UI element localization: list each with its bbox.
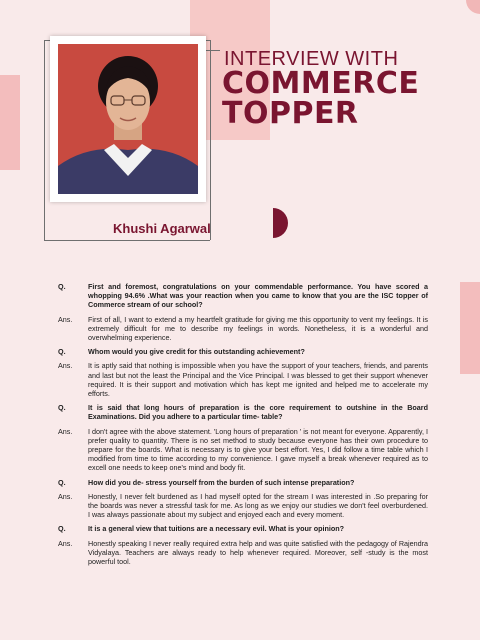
question-text: Whom would you give credit for this outstanding achievement? (88, 347, 305, 357)
answer-text: Honestly, I never felt burdened as I had myself opted for the stream I was interested in .So preparing for the boards was never a stressful task for me. As long as we enjoy our studies we don't feel overburdened. I was always passionate about my subject and enjoyed each and every moment. (88, 491, 428, 520)
answer-row (58, 315, 428, 343)
student-photo (58, 44, 198, 194)
question-row (58, 282, 428, 310)
question-row (58, 347, 428, 356)
student-name: Khushi Agarwal (113, 221, 211, 236)
question-text: It is a general view that tuitions are a necessary evil. What is your opinion? (88, 524, 345, 534)
answer-label: Ans. (58, 491, 73, 501)
answer-text: I don't agree with the above statement. 'Long hours of preparation ' is not meant for everyone. Apparently, I prefer quality to quantity. There is no set method to study because everyone has their own procedure to prepare for the boards. What is necessary is to give your best effort. Yes, I did follow a time table which I modified from time to time according to my convenience. I gave myself a break whenever required as to excell one needs to keep one's mind and body fit. (88, 426, 428, 473)
question-text: It is said that long hours of preparation is the core requirement to outshine in the Board Examinations. Did you adhere to a particular time- table? (88, 403, 428, 422)
photo-frame (50, 36, 206, 202)
answer-row (58, 427, 428, 473)
decor-half-circle (258, 208, 288, 238)
frame-line (210, 40, 211, 240)
answer-text: It is aptly said that nothing is impossible when you have the support of your teachers, friends, and parents and last but not the least the Principal and the Vice Principal. I was blessed to get their support whenever required. It is their support and motivation which has kept me ignited and helped me to accelerate my efforts. (88, 361, 428, 399)
question-row (58, 403, 428, 421)
question-label: Q. (58, 403, 66, 413)
decor-block-left (0, 75, 20, 170)
answer-row (58, 361, 428, 398)
decor-block-right (460, 282, 480, 374)
answer-label: Ans. (58, 538, 73, 548)
student-portrait (58, 44, 198, 194)
question-label: Q. (58, 524, 66, 534)
answer-text: First of all, I want to extend a my heartfelt gratitude for giving me this opportunity to vent my feelings. It is extremely difficult for me to describe my feelings in words. Nonetheless, it is a wonderful and overwhelming experience. (88, 314, 428, 343)
answer-label: Ans. (58, 314, 73, 324)
interview-qa (58, 282, 428, 571)
answer-row (58, 539, 428, 567)
title-commerce: COMMERCE (222, 66, 420, 101)
frame-line (44, 240, 210, 241)
answer-row (58, 492, 428, 520)
frame-line (44, 40, 45, 240)
question-label: Q. (58, 282, 66, 291)
answer-text: Honestly speaking I never really required extra help and was quite satisfied with the pedagogy of Rajendra Vidyalaya. Teachers are always ready to help whenever required. Moreover, self -study is the most powerful tool. (88, 538, 428, 567)
question-text: How did you de- stress yourself from the burden of such intense preparation? (88, 477, 355, 487)
title-topper: TOPPER (222, 96, 359, 131)
question-text: First and foremost, congratulations on your commendable performance. You have scored a whopping 94.6% .What was your reaction when you came to know that you are the ISC topper of Commerce stream of our school? (88, 282, 428, 310)
question-row (58, 478, 428, 487)
decor-corner-circle (466, 0, 480, 14)
question-label: Q. (58, 477, 66, 487)
title-interview-with: INTERVIEW WITH (224, 48, 399, 70)
answer-label: Ans. (58, 361, 73, 371)
answer-label: Ans. (58, 426, 73, 436)
question-label: Q. (58, 347, 66, 357)
question-row (58, 524, 428, 533)
